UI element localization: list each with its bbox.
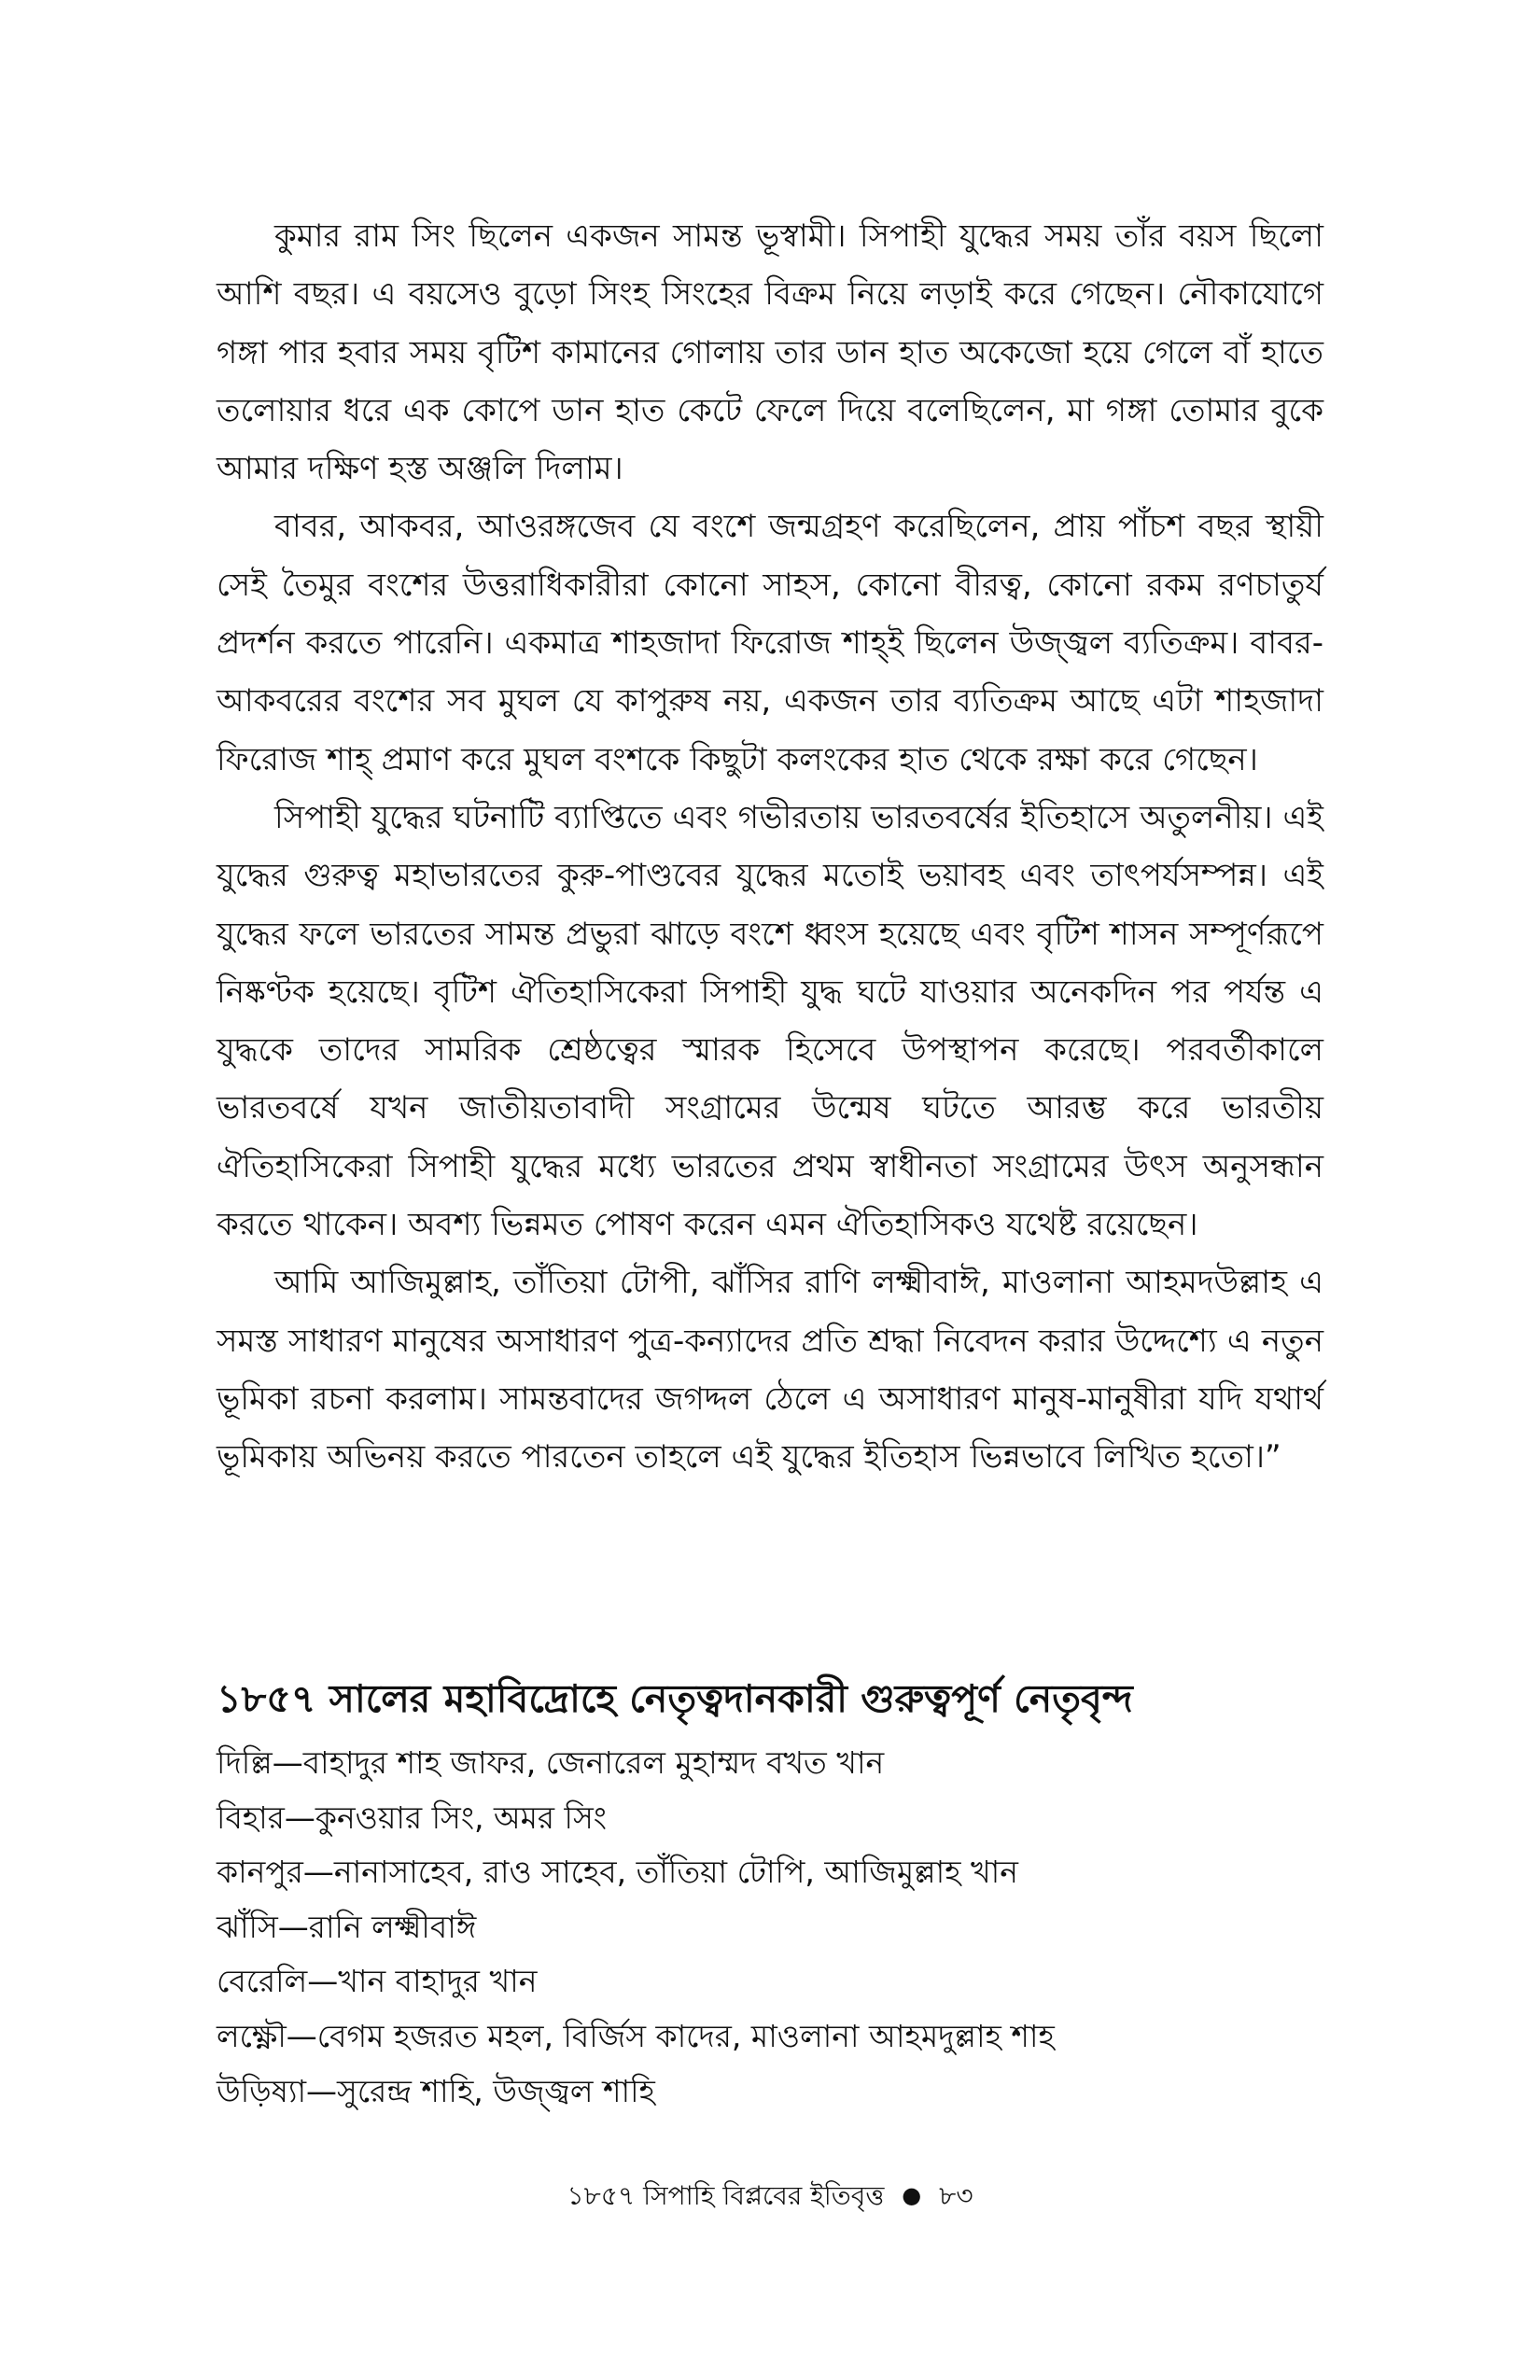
section-heading: ১৮৫৭ সালের মহাবিদ্রোহে নেতৃত্বদানকারী গুরুত্বপূর্ণ নেতৃবৃন্দ — [217, 1676, 1133, 1721]
page-number: ৮৩ — [939, 2180, 973, 2211]
paragraph: কুমার রাম সিং ছিলেন একজন সামন্ত ভূস্বামী। সিপাহী যুদ্ধের সময় তাঁর বয়স ছিলো আশি বছর। এ বয়সেও বুড়ো সিংহ সিংহের বিক্রম নিয়ে লড়াই করে গেছেন। নৌকাযোগে গঙ্গা পার হবার সময় বৃটিশ কামানের গোলায় তার ডান হাত অকেজো হয়ে গেলে বাঁ হাতে তলোয়ার ধরে এক কোপে ডান হাত কেটে ফেলে দিয়ে বলেছিলেন, মা গঙ্গা তোমার বুকে আমার দক্ষিণ হস্ত অঞ্জলি দিলাম। — [217, 217, 1323, 488]
leader-entry: দিল্লি—বাহাদুর শাহ জাফর, জেনারেল মুহাম্মদ বখত খান — [217, 1744, 885, 1781]
leaders-list — [217, 1736, 1323, 2119]
leader-entry: উড়িষ্যা—সুরেন্দ্র শাহি, উজ্জ্বল শাহি — [217, 2072, 655, 2109]
body-text — [217, 207, 1323, 1487]
paragraph: সিপাহী যুদ্ধের ঘটনাটি ব্যাপ্তিতে এবং গভীরতায় ভারতবর্ষের ইতিহাসে অতুলনীয়। এই যুদ্ধের গুরুত্ব মহাভারতের কুরু-পাণ্ডবের যুদ্ধের মতোই ভয়াবহ এবং তাৎপর্যসম্পন্ন। এই যুদ্ধের ফলে ভারতের সামন্ত প্রভুরা ঝাড়ে বংশে ধ্বংস হয়েছে এবং বৃটিশ শাসন সম্পূর্ণরূপে নিষ্কণ্টক হয়েছে। বৃটিশ ঐতিহাসিকেরা সিপাহী যুদ্ধ ঘটে যাওয়ার অনেকদিন পর পর্যন্ত এ যুদ্ধকে তাদের সামরিক শ্রেষ্ঠত্বের স্মারক হিসেবে উপস্থাপন করেছে। পরবর্তীকালে ভারতবর্ষে যখন জাতীয়তাবাদী সংগ্রামের উন্মেষ ঘটতে আরম্ভ করে ভারতীয় ঐতিহাসিকেরা সিপাহী যুদ্ধের মধ্যে ভারতের প্রথম স্বাধীনতা সংগ্রামের উৎস অনুসন্ধান করতে থাকেন। অবশ্য ভিন্নমত পোষণ করেন এমন ঐতিহাসিকও যথেষ্ট রয়েছেন। — [217, 798, 1323, 1244]
leader-entry: ঝাঁসি—রানি লক্ষ্মীবাঈ — [217, 1908, 477, 1945]
leader-entry: লক্ষ্ণৌ—বেগম হজরত মহল, বির্জিস কাদের, মাওলানা আহমদুল্লাহ শাহ — [217, 2017, 1055, 2054]
paragraph: বাবর, আকবর, আওরঙ্গজেব যে বংশে জন্মগ্রহণ করেছিলেন, প্রায় পাঁচশ বছর স্থায়ী সেই তৈমুর বংশের উত্তরাধিকারীরা কোনো সাহস, কোনো বীরত্ব, কোনো রকম রণচাতুর্য প্রদর্শন করতে পারেনি। একমাত্র শাহজাদা ফিরোজ শাহ্ই ছিলেন উজ্জ্বল ব্যতিক্রম। বাবর-আকবরের বংশের সব মুঘল যে কাপুরুষ নয়, একজন তার ব্যতিক্রম আছে এটা শাহজাদা ফিরোজ শাহ্ প্রমাণ করে মুঘল বংশকে কিছুটা কলংকের হাত থেকে রক্ষা করে গেছেন। — [217, 508, 1323, 778]
leader-entry: বেরেলি—খান বাহাদুর খান — [217, 1963, 538, 2000]
leader-entry: কানপুর—নানাসাহেব, রাও সাহেব, তাঁতিয়া টোপি, আজিমুল্লাহ খান — [217, 1854, 1018, 1891]
leader-entry: বিহার—কুনওয়ার সিং, অমর সিং — [217, 1799, 608, 1836]
running-title: ১৮৫৭ সিপাহি বিপ্লবের ইতিবৃত্ত — [567, 2180, 885, 2211]
page-footer — [0, 2172, 1540, 2219]
bullet-separator: ● — [902, 2182, 922, 2208]
paragraph: আমি আজিমুল্লাহ, তাঁতিয়া টোপী, ঝাঁসির রাণি লক্ষ্মীবাঈ, মাওলানা আহমদউল্লাহ এ সমস্ত সাধারণ মানুষের অসাধারণ পুত্র-কন্যাদের প্রতি শ্রদ্ধা নিবেদন করার উদ্দেশ্যে এ নতুন ভূমিকা রচনা করলাম। সামন্তবাদের জগদ্দল ঠেলে এ অসাধারণ মানুষ-মানুষীরা যদি যথার্থ ভূমিকায় অভিনয় করতে পারতেন তাহলে এই যুদ্ধের ইতিহাস ভিন্নভাবে লিখিত হতো।” — [217, 1264, 1323, 1477]
